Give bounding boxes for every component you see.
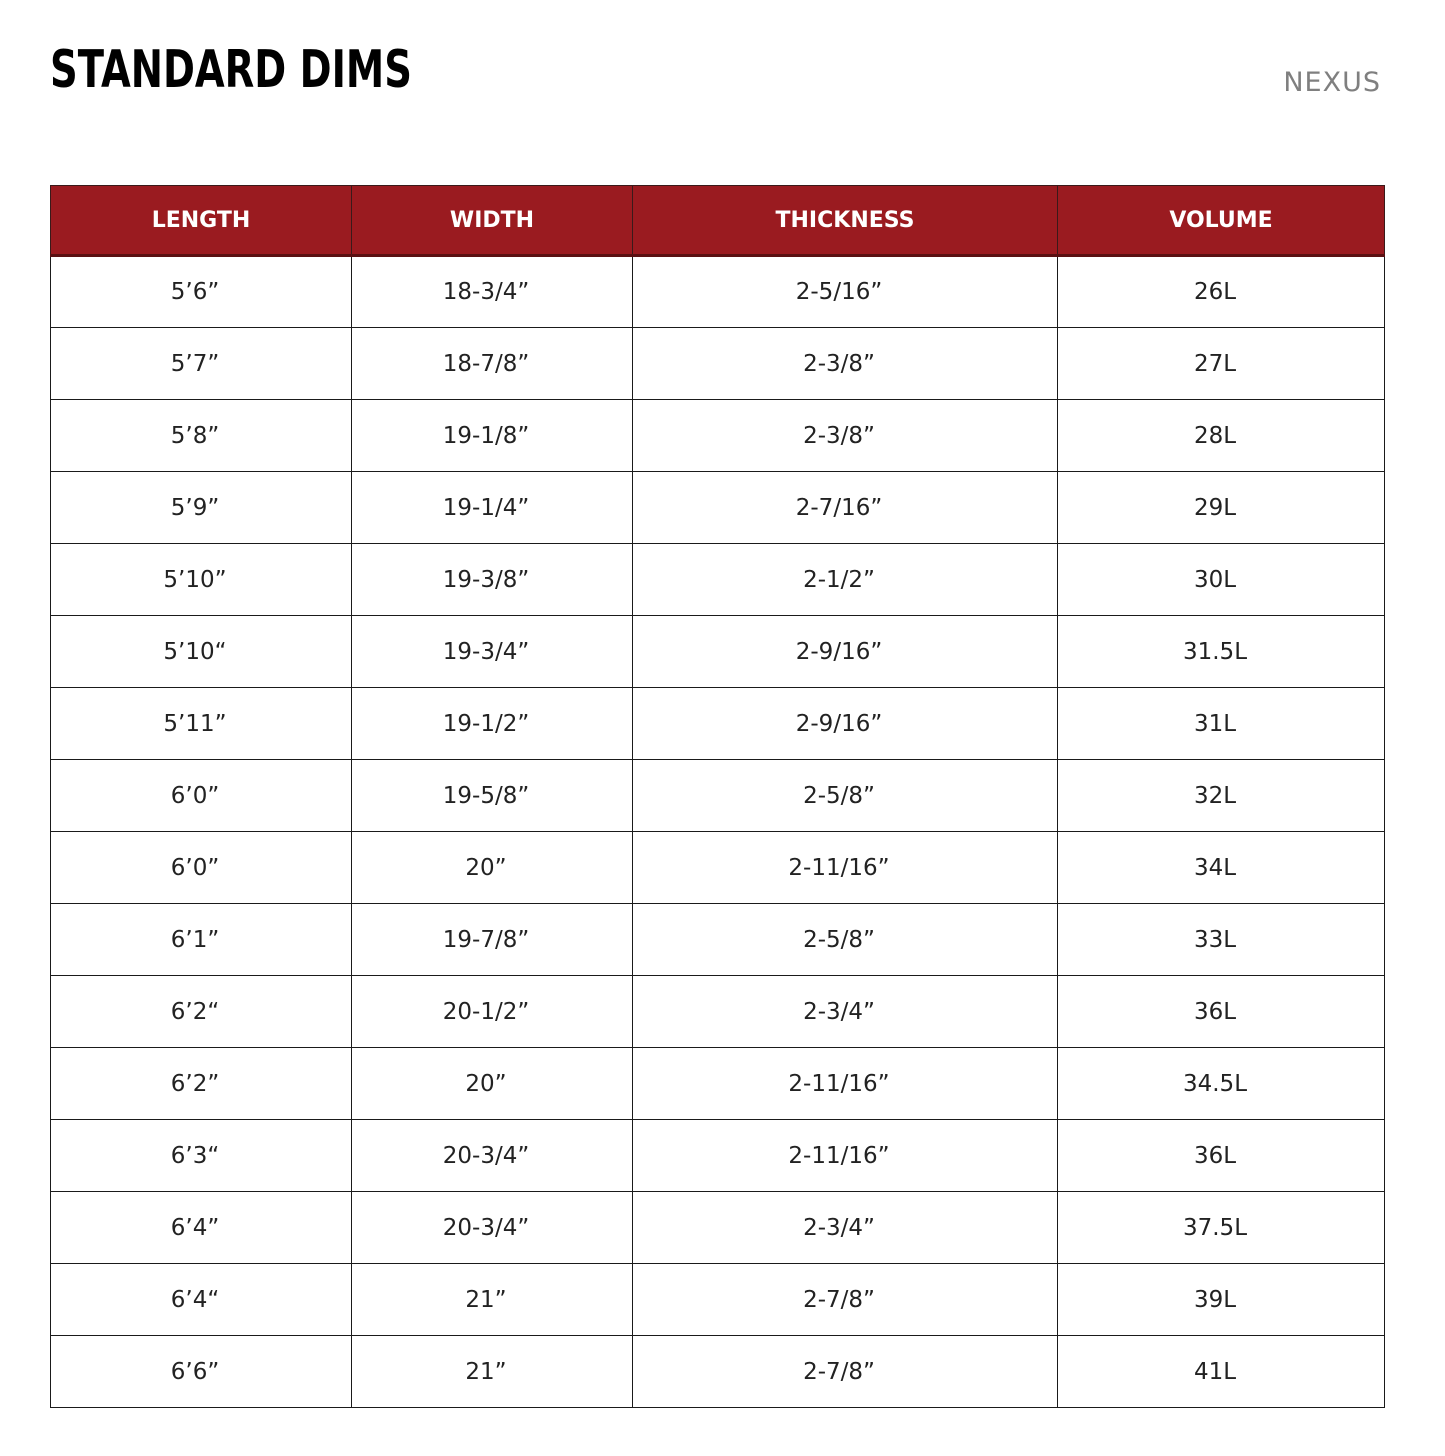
cell-value: 5’11” xyxy=(163,710,227,737)
model-name: NEXUS xyxy=(1283,67,1381,98)
cell-value: 19-7/8” xyxy=(442,926,530,953)
cell-thickness xyxy=(633,616,1058,688)
cell-thickness xyxy=(633,472,1058,544)
cell-value: 19-1/2” xyxy=(442,710,530,737)
cell-length xyxy=(51,1120,352,1192)
table-row xyxy=(51,1336,1385,1408)
cell-thickness xyxy=(633,400,1058,472)
cell-value: 2-11/16” xyxy=(788,854,890,881)
cell-value: 34.5L xyxy=(1182,1070,1248,1097)
cell-value: 21” xyxy=(465,1286,507,1313)
cell-value: 2-3/4” xyxy=(803,1214,875,1241)
cell-length xyxy=(51,256,352,328)
cell-volume xyxy=(1058,400,1385,472)
cell-width xyxy=(352,256,633,328)
cell-length xyxy=(51,328,352,400)
cell-value: 31L xyxy=(1193,710,1237,737)
cell-length xyxy=(51,688,352,760)
cell-length xyxy=(51,1048,352,1120)
cell-volume xyxy=(1058,256,1385,328)
cell-value: 34L xyxy=(1193,854,1237,881)
cell-value: 2-5/8” xyxy=(803,782,875,809)
cell-width xyxy=(352,1192,633,1264)
cell-length xyxy=(51,616,352,688)
table-row xyxy=(51,544,1385,616)
cell-width xyxy=(352,1048,633,1120)
cell-value: 2-7/16” xyxy=(795,494,883,521)
cell-value: 30L xyxy=(1193,566,1237,593)
table-row xyxy=(51,904,1385,976)
cell-volume xyxy=(1058,616,1385,688)
cell-value: 5’10” xyxy=(163,566,227,593)
page-title: STANDARD DIMS xyxy=(50,40,412,100)
cell-value: 21” xyxy=(465,1358,507,1385)
table-header-row xyxy=(51,186,1385,256)
cell-volume xyxy=(1058,976,1385,1048)
cell-thickness xyxy=(633,688,1058,760)
table-row xyxy=(51,1120,1385,1192)
cell-thickness xyxy=(633,328,1058,400)
cell-value: 19-3/8” xyxy=(442,566,530,593)
cell-value: 5’8” xyxy=(170,422,220,449)
cell-value: 18-7/8” xyxy=(442,350,530,377)
cell-width xyxy=(352,544,633,616)
cell-value: 5’6” xyxy=(170,279,220,305)
cell-value: 6’6” xyxy=(170,1358,220,1385)
cell-value: 2-7/8” xyxy=(803,1286,875,1313)
cell-width xyxy=(352,472,633,544)
dimensions-table xyxy=(50,185,1385,1408)
table-body xyxy=(51,256,1385,1408)
cell-value: 5’10“ xyxy=(163,638,227,665)
cell-value: 2-5/8” xyxy=(803,926,875,953)
table-row xyxy=(51,328,1385,400)
cell-value: 6’2” xyxy=(170,1070,220,1097)
table-row xyxy=(51,472,1385,544)
cell-volume xyxy=(1058,832,1385,904)
cell-value: 20-3/4” xyxy=(442,1214,530,1241)
cell-volume xyxy=(1058,1264,1385,1336)
column-header-length: LENGTH xyxy=(51,186,352,256)
cell-value: 2-7/8” xyxy=(803,1358,875,1385)
cell-value: 6’4“ xyxy=(170,1286,220,1313)
cell-length xyxy=(51,544,352,616)
cell-width xyxy=(352,1336,633,1408)
cell-value: 39L xyxy=(1193,1286,1237,1313)
cell-value: 2-3/8” xyxy=(803,422,875,449)
cell-value: 37.5L xyxy=(1182,1214,1248,1241)
cell-thickness xyxy=(633,904,1058,976)
cell-length xyxy=(51,760,352,832)
cell-value: 2-1/2” xyxy=(803,566,875,593)
cell-length xyxy=(51,976,352,1048)
cell-value: 28L xyxy=(1193,422,1237,449)
cell-value: 2-11/16” xyxy=(788,1142,890,1169)
cell-thickness xyxy=(633,1048,1058,1120)
cell-width xyxy=(352,1120,633,1192)
cell-value: 33L xyxy=(1193,926,1237,953)
cell-volume xyxy=(1058,1048,1385,1120)
table-row xyxy=(51,616,1385,688)
cell-value: 5’9” xyxy=(170,494,220,521)
cell-volume xyxy=(1058,1120,1385,1192)
cell-width xyxy=(352,1264,633,1336)
cell-length xyxy=(51,400,352,472)
cell-value: 6’4” xyxy=(170,1214,220,1241)
cell-value: 41L xyxy=(1193,1358,1237,1385)
table-row xyxy=(51,400,1385,472)
table-row xyxy=(51,1048,1385,1120)
cell-width xyxy=(352,760,633,832)
cell-value: 32L xyxy=(1193,782,1237,809)
cell-value: 6’0” xyxy=(170,782,220,809)
cell-thickness xyxy=(633,832,1058,904)
cell-length xyxy=(51,472,352,544)
cell-value: 6’3“ xyxy=(170,1142,220,1169)
column-header-width: WIDTH xyxy=(352,186,633,256)
cell-value: 5’7” xyxy=(170,350,220,377)
table-row xyxy=(51,1192,1385,1264)
cell-value: 20-1/2” xyxy=(442,998,530,1025)
cell-volume xyxy=(1058,544,1385,616)
table-row xyxy=(51,256,1385,328)
cell-width xyxy=(352,976,633,1048)
cell-value: 2-3/8” xyxy=(803,350,875,377)
cell-value: 20” xyxy=(465,854,507,881)
cell-value: 20-3/4” xyxy=(442,1142,530,1169)
cell-volume xyxy=(1058,1336,1385,1408)
cell-width xyxy=(352,328,633,400)
cell-value: 19-3/4” xyxy=(442,638,530,665)
cell-value: 2-3/4” xyxy=(803,998,875,1025)
cell-volume xyxy=(1058,688,1385,760)
cell-value: 6’1” xyxy=(170,926,220,953)
column-header-thickness: THICKNESS xyxy=(633,186,1058,256)
cell-length xyxy=(51,904,352,976)
cell-value: 19-1/4” xyxy=(442,494,530,521)
cell-value: 18-3/4” xyxy=(442,279,530,305)
cell-value: 2-9/16” xyxy=(795,710,883,737)
cell-volume xyxy=(1058,760,1385,832)
cell-thickness xyxy=(633,760,1058,832)
cell-value: 2-11/16” xyxy=(788,1070,890,1097)
table-row xyxy=(51,760,1385,832)
cell-width xyxy=(352,616,633,688)
cell-width xyxy=(352,400,633,472)
cell-value: 19-1/8” xyxy=(442,422,530,449)
cell-value: 2-5/16” xyxy=(795,279,883,305)
cell-volume xyxy=(1058,472,1385,544)
cell-value: 20” xyxy=(465,1070,507,1097)
cell-value: 36L xyxy=(1193,1142,1237,1169)
cell-thickness xyxy=(633,976,1058,1048)
table-row xyxy=(51,976,1385,1048)
table-row xyxy=(51,1264,1385,1336)
cell-value: 26L xyxy=(1193,279,1237,305)
column-header-volume: VOLUME xyxy=(1058,186,1385,256)
cell-value: 6’0” xyxy=(170,854,220,881)
cell-volume xyxy=(1058,328,1385,400)
cell-value: 31.5L xyxy=(1182,638,1248,665)
cell-length xyxy=(51,1192,352,1264)
cell-length xyxy=(51,832,352,904)
cell-volume xyxy=(1058,904,1385,976)
cell-thickness xyxy=(633,256,1058,328)
table-row xyxy=(51,832,1385,904)
cell-thickness xyxy=(633,1336,1058,1408)
cell-value: 6’2“ xyxy=(170,998,220,1025)
cell-volume xyxy=(1058,1192,1385,1264)
cell-thickness xyxy=(633,1120,1058,1192)
table-row xyxy=(51,688,1385,760)
cell-value: 2-9/16” xyxy=(795,638,883,665)
cell-width xyxy=(352,688,633,760)
cell-width xyxy=(352,832,633,904)
cell-value: 19-5/8” xyxy=(442,782,530,809)
cell-value: 29L xyxy=(1193,494,1237,521)
cell-length xyxy=(51,1264,352,1336)
cell-length xyxy=(51,1336,352,1408)
cell-width xyxy=(352,904,633,976)
cell-thickness xyxy=(633,544,1058,616)
cell-value: 27L xyxy=(1193,350,1237,377)
cell-value: 36L xyxy=(1193,998,1237,1025)
cell-thickness xyxy=(633,1264,1058,1336)
cell-thickness xyxy=(633,1192,1058,1264)
